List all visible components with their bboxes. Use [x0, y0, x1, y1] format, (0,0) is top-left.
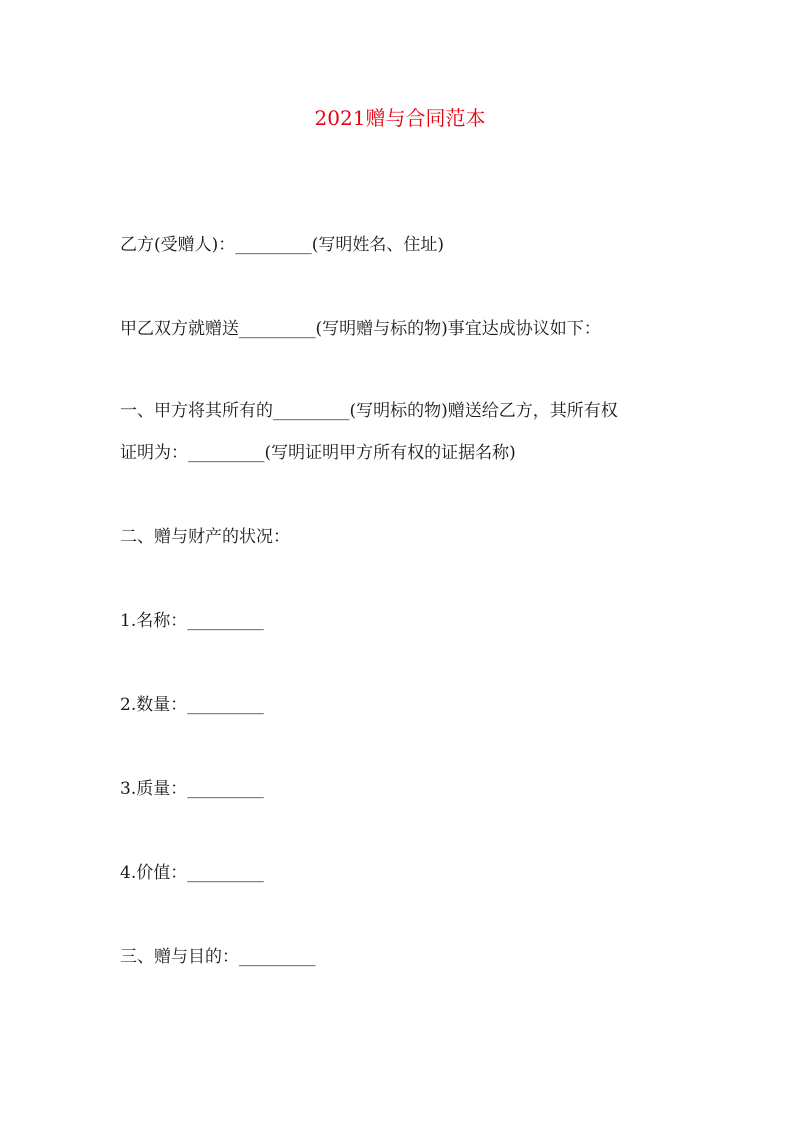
document-title: 2021赠与合同范本 — [314, 106, 486, 130]
agreement-intro-line: 甲乙双方就赠送_________(写明赠与标的物)事宜达成协议如下： — [120, 319, 601, 339]
property-value-line: 4.价值：_________ — [120, 863, 264, 883]
clause-three-line: 三、赠与目的：_________ — [120, 947, 316, 967]
clause-one-line-1: 一、甲方将其所有的_________(写明标的物)赠送给乙方，其所有权 — [120, 401, 618, 421]
party-b-line: 乙方(受赠人)：_________(写明姓名、住址) — [120, 235, 445, 255]
clause-two-heading: 二、赠与财产的状况： — [120, 527, 290, 547]
property-quality-line: 3.质量：_________ — [120, 779, 264, 799]
property-name-line: 1.名称：_________ — [120, 611, 264, 631]
property-quantity-line: 2.数量：_________ — [120, 695, 264, 715]
clause-one-line-2: 证明为：_________(写明证明甲方所有权的证据名称) — [120, 443, 516, 463]
